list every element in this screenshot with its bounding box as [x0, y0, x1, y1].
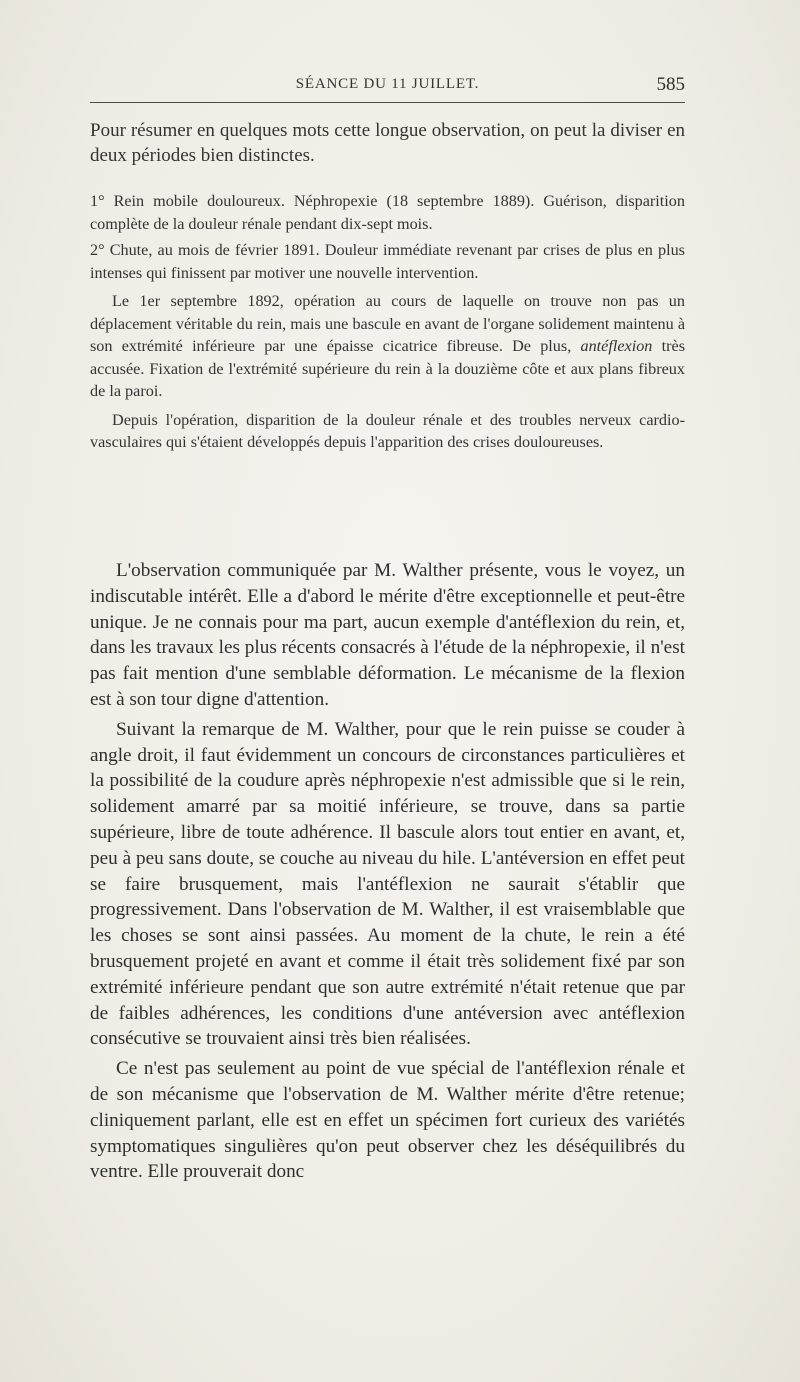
operation-italic-term: antéflexion — [580, 337, 653, 355]
page-header — [90, 72, 685, 100]
observation-followup: Depuis l'opération, disparition de la douleur rénale et des troubles nerveux cardio-vasculaires qui s'étaient développés depuis l'apparition des crises douloureuses. — [90, 410, 685, 451]
operation-text-after: très accusée. Fixation de l'extrémité supérieure du rein à la douzième côte et aux plans fibreux de la paroi. — [90, 337, 686, 400]
operation-text-before: Le 1er septembre 1892, opération au cours de laquelle on trouve non pas un déplacement véritable du rein, mais une bascule en avant de l'organe solidement maintenu à son extrémité inférieure par une épaisse cicatrice fibreuse. De plus, — [90, 292, 685, 355]
header-rule — [90, 102, 685, 103]
page-number: 585 — [656, 74, 685, 95]
discussion-text — [90, 558, 685, 1189]
observation-period-1: 1° Rein mobile douloureux. Néphropexie (18 septembre 1889). Guérison, disparition complète de la douleur rénale pendant dix-sept mois. — [90, 192, 685, 233]
observation-period-2: 2° Chute, au mois de février 1891. Douleur immédiate revenant par crises de plus en plus intenses qui finissent par motiver une nouvelle intervention. — [90, 241, 685, 282]
discussion-paragraph-1: L'observation communiquée par M. Walther présente, vous le voyez, un indiscutable intérêt. Elle a d'abord le mérite d'être exceptionnelle et peut-être unique. Je ne connais pour ma part, aucun exemple d'antéflexion du rein, et, dans les travaux les plus récents consacrés à l'étude de la néphropexie, il n'est pas fait mention d'une semblable déformation. Le mécanisme de la flexion est à son tour digne d'attention. — [90, 560, 685, 710]
discussion-paragraph-2: Suivant la remarque de M. Walther, pour que le rein puisse se couder à angle droit, il faut évidemment un concours de circonstances particulières et la possibilité de la coudure après néphropexie n'est admissible que si le rein, solidement amarré par sa moitié inférieure, se trouve, dans sa partie supérieure, libre de toute adhérence. Il bascule alors tout entier en avant, et, peu à peu sans doute, se couche au niveau du hile. L'antéversion en effet peut se faire brusquement, mais l'antéflexion ne saurait s'établir que progressivement. Dans l'observation de M. Walther, il est vraisemblable que les choses se sont ainsi passées. Au moment de la chute, le rein a été brusquement projeté en avant et comme il était très solidement fixé par son extrémité inférieure pendant que son autre extrémité n'était retenue que par de faibles adhérences, les conditions d'une antéversion avec antéflexion consécutive se trouvaient ainsi très bien réalisées. — [90, 718, 685, 1050]
observation-summary — [90, 118, 685, 454]
discussion-paragraph-3: Ce n'est pas seulement au point de vue spécial de l'antéflexion rénale et de son mécanisme que l'observation de M. Walther mérite d'être retenue; cliniquement parlant, elle est en effet un spécimen fort curieux des variétés symptomatiques singulières qu'on peut observer chez les déséquilibrés du ventre. Elle prouverait donc — [90, 1058, 685, 1183]
observation-intro: Pour résumer en quelques mots cette longue observation, on peut la diviser en deux périodes bien distinctes. — [90, 120, 685, 166]
running-head: SÉANCE DU 11 JUILLET. — [295, 76, 480, 92]
observation-operation — [90, 290, 685, 403]
